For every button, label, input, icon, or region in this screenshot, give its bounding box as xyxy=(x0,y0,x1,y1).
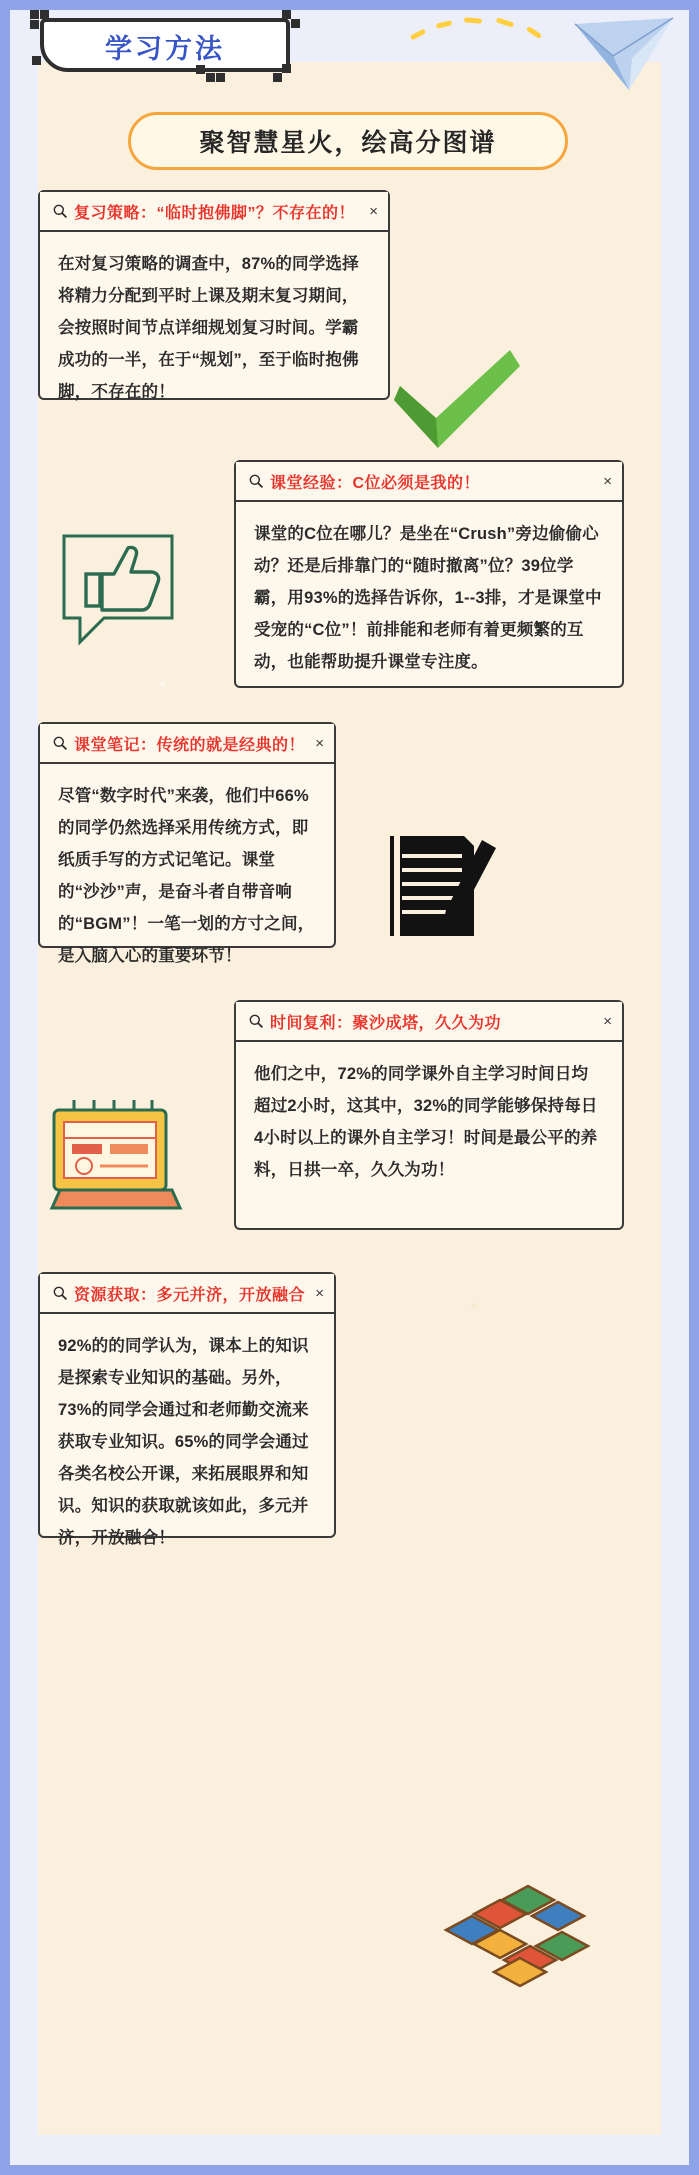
puzzle-pieces-icon xyxy=(440,1872,596,1992)
thumbs-up-icon xyxy=(58,530,178,646)
card-revision-strategy xyxy=(38,190,390,400)
card-classroom-experience xyxy=(234,460,624,688)
card-header xyxy=(40,724,334,764)
notebook-pen-icon xyxy=(378,830,508,950)
card-title: 课堂笔记：传统的就是经典的！ xyxy=(74,736,306,754)
card-title: 时间复利：聚沙成塔，久久为功 xyxy=(270,1014,502,1032)
search-icon xyxy=(248,473,264,489)
decor-dashes xyxy=(410,14,580,54)
paper-plane-icon xyxy=(569,16,679,92)
card-resource-access xyxy=(38,1272,336,1547)
close-icon[interactable]: × xyxy=(369,202,378,220)
headline-pill xyxy=(128,112,568,170)
close-icon[interactable]: × xyxy=(603,1012,612,1030)
close-icon[interactable]: × xyxy=(315,734,324,752)
card-class-notes xyxy=(38,722,336,965)
page-title-tag xyxy=(30,10,300,82)
search-icon xyxy=(248,1013,264,1029)
card-title: 课堂经验：C位必须是我的！ xyxy=(270,474,481,492)
close-icon[interactable]: × xyxy=(603,472,612,490)
card-header xyxy=(236,462,622,502)
search-icon xyxy=(52,1285,68,1301)
page-title: 学习方法 xyxy=(105,33,225,64)
card-header xyxy=(236,1002,622,1042)
card-body: 尽管“数字时代”来袭，他们中66%的同学仍然选择采用传统方式，即纸质手写的方式记笔记。课堂的“沙沙”声，是奋斗者自带音响的“BGM”！一笔一划的方寸之间，是入脑入心的重要环节！ xyxy=(58,787,315,965)
calendar-icon xyxy=(40,1092,188,1216)
search-icon xyxy=(52,203,68,219)
headline-text: 聚智慧星火，绘高分图谱 xyxy=(199,129,497,157)
card-header xyxy=(40,192,388,232)
card-body: 课堂的C位在哪儿？是坐在“Crush”旁边偷偷心动？还是后排靠门的“随时撤离”位？39位学霸，用93%的选择告诉你，1--3排，才是课堂中受宠的“C位”！前排能和老师有着更频繁的互动，也能帮助提升课堂专注度。 xyxy=(254,525,602,671)
close-icon[interactable]: × xyxy=(315,1284,324,1302)
card-body: 92%的的同学认为，课本上的知识是探索专业知识的基础。另外，73%的同学会通过和老师勤交流来获取专业知识。65%的同学会通过各类名校公开课，来拓展眼界和知识。知识的获取就该如此，多元并济，开放融合！ xyxy=(58,1337,309,1547)
search-icon xyxy=(52,735,68,751)
card-body: 他们之中，72%的同学课外自主学习时间日均超过2小时，这其中，32%的同学能够保持每日4小时以上的课外自主学习！时间是最公平的养料，日拱一卒，久久为功！ xyxy=(254,1065,598,1179)
card-body: 在对复习策略的调查中，87%的同学选择将精力分配到平时上课及期末复习期间，会按照时间节点详细规划复习时间。学霸成功的一半，在于“规划”，至于临时抱佛脚，不存在的！ xyxy=(58,255,359,401)
card-title: 资源获取：多元并济，开放融合 xyxy=(74,1286,306,1304)
card-title: 复习策略：“临时抱佛脚”？不存在的！ xyxy=(74,204,356,222)
card-time-compound xyxy=(234,1000,624,1230)
green-check-icon xyxy=(386,344,526,454)
card-header xyxy=(40,1274,334,1314)
